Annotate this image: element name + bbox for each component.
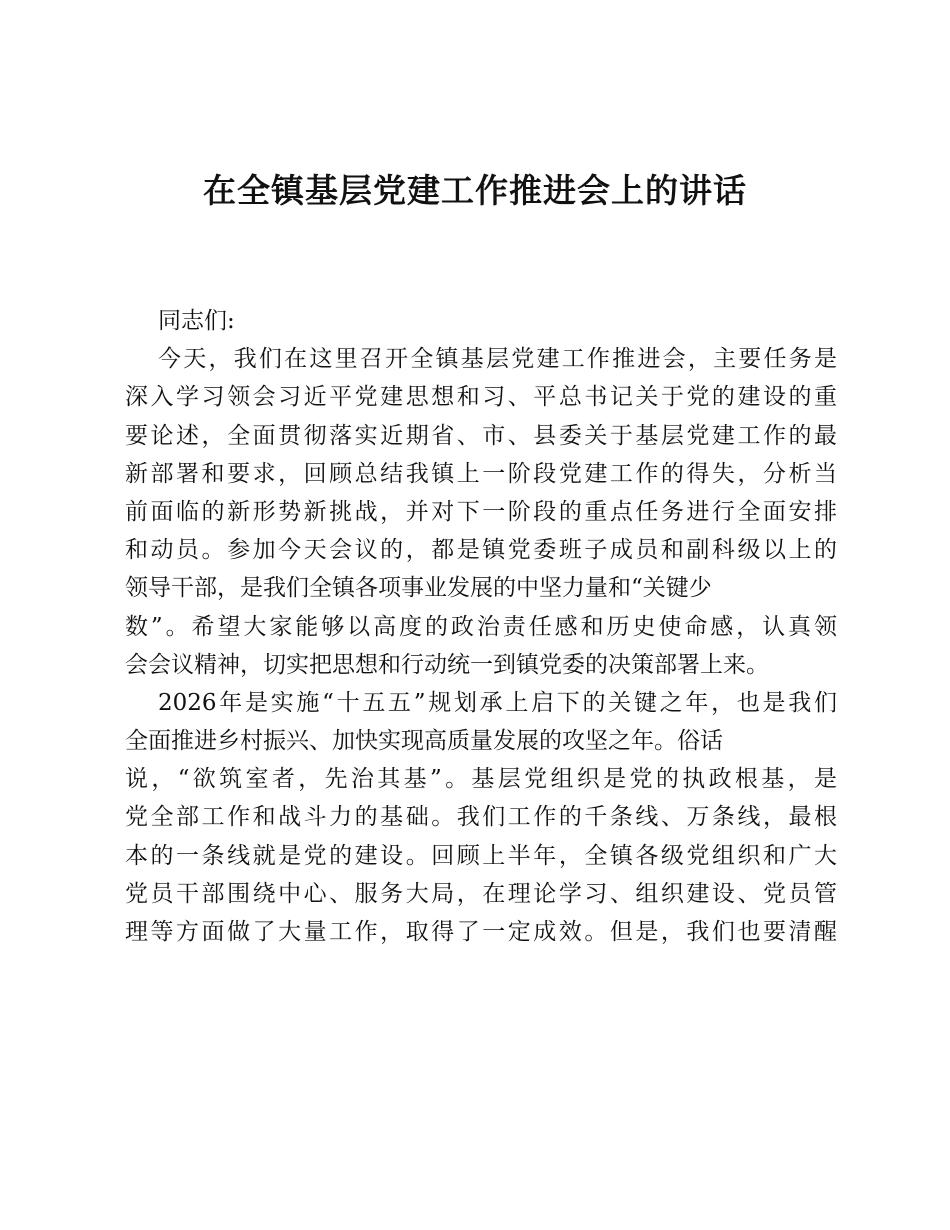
paragraph-line: 今天，我们在这里召开全镇基层党建工作推进会，主要任务是 [158, 346, 837, 373]
paragraph-line: 全面推进乡村振兴、加快实现高质量发展的攻坚之年。俗话 [125, 728, 723, 755]
paragraph-line: 说，“欲筑室者，先治其基”。基层党组织是党的执政根基，是 [125, 766, 837, 793]
paragraph-2 [125, 684, 837, 951]
paragraph-line: 深入学习领会习近平党建思想和习、平总书记关于党的建设的重 [125, 384, 837, 411]
paragraph-line: 新部署和要求，回顾总结我镇上一阶段党建工作的得失，分析当 [125, 460, 837, 487]
paragraph-1 [125, 340, 837, 684]
paragraph-line: 党全部工作和战斗力的基础。我们工作的千条线、万条线，最根 [125, 804, 837, 831]
paragraph-line: 理等方面做了大量工作，取得了一定成效。但是，我们也要清醒 [125, 919, 837, 945]
paragraph-line: 领导干部，是我们全镇各项事业发展的中坚力量和“关键少 [125, 575, 712, 602]
paragraph-line: 前面临的新形势新挑战，并对下一阶段的重点任务进行全面安排 [125, 498, 837, 525]
paragraph-line: 会会议精神，切实把思想和行动统一到镇党委的决策部署上来。 [125, 651, 769, 678]
paragraph-line: 数”。希望大家能够以高度的政治责任感和历史使命感，认真领 [125, 613, 837, 640]
paragraph-line: 党员干部围绕中心、服务大局，在理论学习、组织建设、党员管 [125, 880, 837, 907]
document-body [125, 302, 837, 951]
paragraph-line: 要论述，全面贯彻落实近期省、市、县委关于基层党建工作的最 [125, 422, 837, 449]
document-title: 在全镇基层党建工作推进会上的讲话 [203, 171, 747, 210]
salutation: 同志们: [158, 308, 235, 334]
paragraph-line: 2026年是实施“十五五”规划承上启下的关键之年，也是我们 [158, 689, 837, 716]
paragraph-line: 本的一条线就是党的建设。回顾上半年，全镇各级党组织和广大 [125, 842, 837, 869]
paragraph-line: 和动员。参加今天会议的，都是镇党委班子成员和副科级以上的 [125, 537, 837, 564]
